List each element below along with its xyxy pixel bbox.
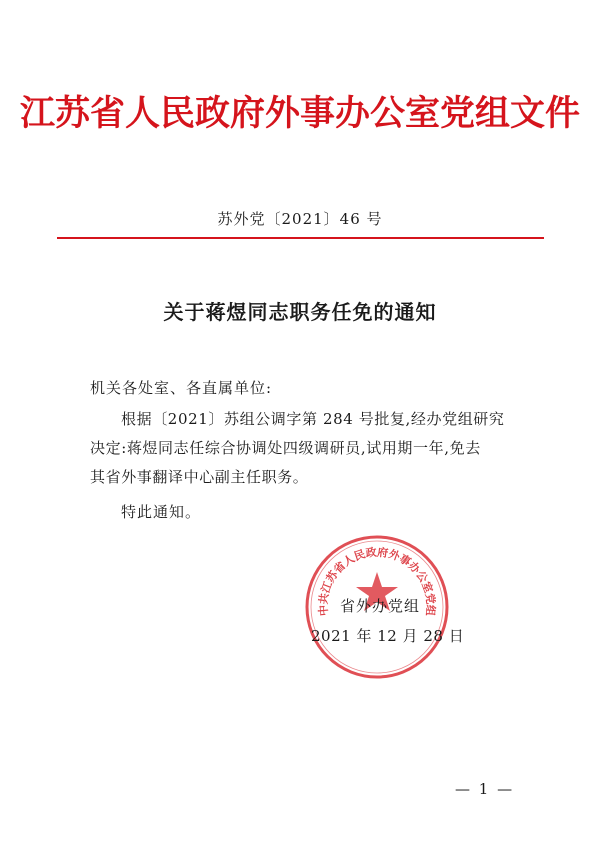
body-line: 根据〔2021〕苏组公调字第 284 号批复,经办党组研究 bbox=[121, 410, 505, 428]
red-divider-line bbox=[57, 237, 544, 239]
document-number: 苏外党〔2021〕46 号 bbox=[217, 210, 383, 228]
body-line: 其省外事翻译中心副主任职务。 bbox=[90, 468, 309, 486]
notice-title: 关于蒋煜同志职务任免的通知 bbox=[163, 300, 437, 324]
page-number: — 1 — bbox=[455, 780, 515, 798]
addressee-line: 机关各处室、各直属单位: bbox=[90, 379, 273, 397]
body-line: 决定:蒋煜同志任综合协调处四级调研员,试用期一年,免去 bbox=[90, 439, 481, 457]
masthead-title: 江苏省人民政府外事办公室党组文件 bbox=[19, 94, 580, 134]
body-paragraph bbox=[90, 405, 530, 492]
signer-name: 省外办党组 bbox=[340, 597, 421, 615]
svg-text:中共江苏省人民政府外事办公室党组: 中共江苏省人民政府外事办公室党组 bbox=[316, 545, 438, 617]
signature-date: 2021 年 12 月 28 日 bbox=[311, 627, 465, 645]
closing-line: 特此通知。 bbox=[121, 503, 202, 521]
